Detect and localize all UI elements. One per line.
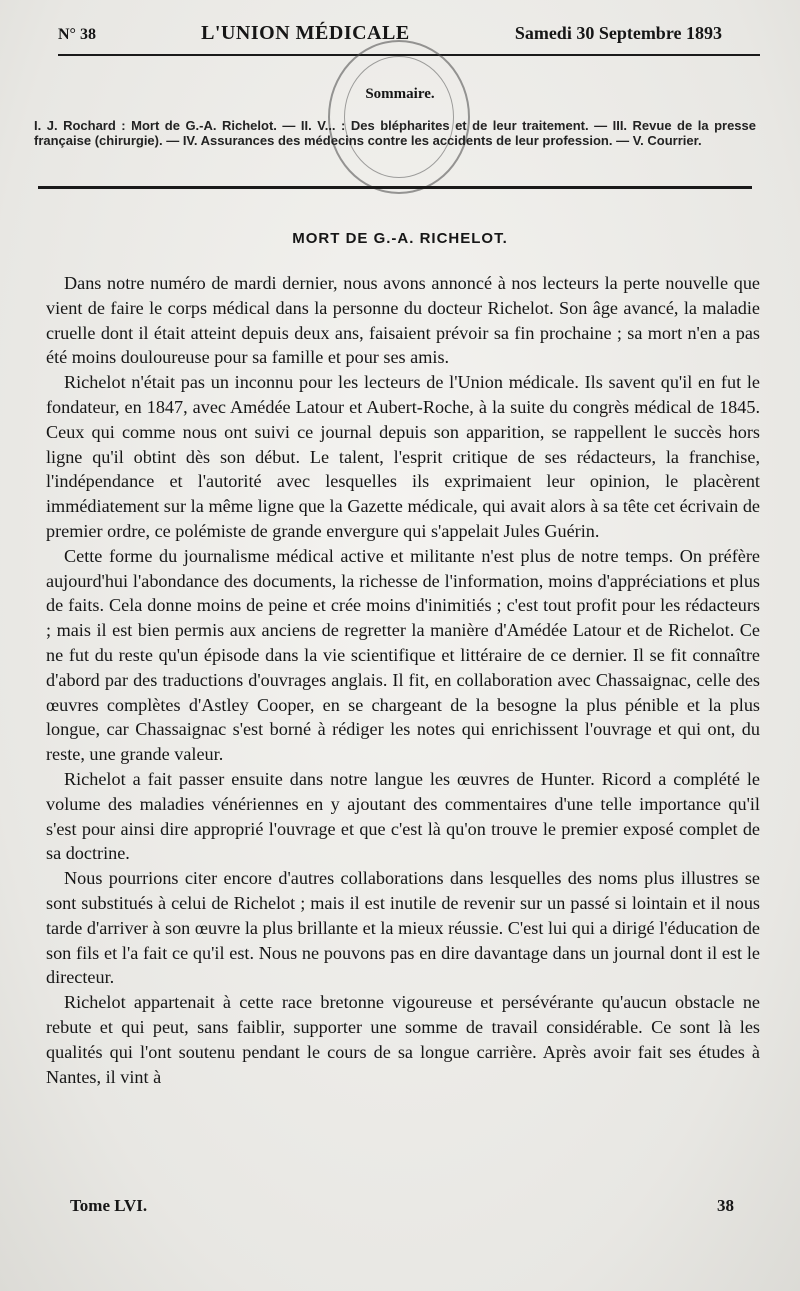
paragraph: Nous pourrions citer encore d'autres collaborations dans lesquelles des noms plus illustres se sont substitués à celui de Richelot ; mais il est inutile de revenir sur un passé si lointain et il nous tarde d'arriver à son œuvre la plus brillante et la mieux réussie. C'est lui qui a dirigé l'éducation de son fils et l'a fait ce qu'il est. Nous ne pouvons pas en dire davantage dans un journal dont il est le directeur. [46, 868, 760, 988]
issue-number: N° 38 [58, 26, 96, 43]
paragraph: Richelot appartenait à cette race bretonne vigoureuse et persévérante qu'aucun obstacle ne rebute et qui peut, sans faiblir, supporter une somme de travail considérable. Ce sont là les qualités qui l'ont soutenu pendant le cours de sa longue carrière. Après avoir fait ses études à Nantes, il vint à [46, 992, 760, 1087]
sommaire-heading: Sommaire. [365, 86, 435, 102]
article-title: MORT DE G.-A. RICHELOT. [292, 230, 508, 247]
volume-label: Tome LVI. [70, 1196, 148, 1215]
library-stamp [328, 40, 470, 194]
sommaire-rule [38, 186, 752, 189]
article-body [46, 271, 760, 1089]
issue-date: Samedi 30 Septembre 1893 [514, 23, 722, 43]
sommaire-text: I. J. Rochard : Mort de G.-A. Richelot. — II. V... : Des blépharites et de leur traitement. — III. Revue de la presse française (chirurgie). — IV. Assurances des médecins contre les accidents de leur profession. — V. Courrier. [34, 118, 756, 148]
journal-title: L'UNION MÉDICALE [201, 22, 410, 44]
paragraph: Richelot n'était pas un inconnu pour les lecteurs de l'Union médicale. Ils savent qu'il en fut le fondateur, en 1847, avec Amédée Latour et Aubert-Roche, à la suite du congrès médical de 1845. Ceux qui comme nous ont suivi ce journal depuis son apparition, se rappellent le succès hors ligne qu'il obtint dès son début. Le talent, l'esprit critique de ses rédacteurs, la franchise, l'indépendance et l'autorité avec lesquelles ils exprimaient leur opinion, le placèrent immédiatement sur la même ligne que la Gazette médicale, qui avait alors à sa tête cet écrivain de premier ordre, ce polémiste de grande envergure qui s'appelait Jules Guérin. [46, 372, 760, 541]
paragraph: Cette forme du journalisme médical active et militante n'est plus de notre temps. On préfère aujourd'hui l'abondance des documents, la richesse de l'information, moins d'appréciations et plus de faits. Cela donne moins de peine et crée moins d'inimitiés ; c'est tout profit pour les rédacteurs ; mais il est bien permis aux anciens de regretter la manière d'Amédée Latour et de Richelot. Ce ne fut du reste qu'un épisode dans la vie scientifique et littéraire de ce dernier. Il se fit connaître d'abord par des traductions d'ouvrages anglais. Il fit, en collaboration avec Chassaignac, celle des œuvres complètes d'Astley Cooper, en se chargeant de la besogne la plus pénible et la plus longue, car Chassaignac s'est borné à rédiger les notes qui enrichissent l'ouvrage et qui ont, du reste, une grande valeur. [46, 545, 760, 765]
page-footer [70, 1196, 734, 1216]
paragraph: Richelot a fait passer ensuite dans notre langue les œuvres de Hunter. Ricord a complété le volume des maladies vénériennes en y ajoutant des commentaires d'une telle importance qu'il s'est pour ainsi dire approprié l'ouvrage et que c'est là qu'on trouve le premier exposé complet de sa doctrine. [46, 768, 760, 864]
page-number: 38 [717, 1196, 734, 1215]
paragraph: Dans notre numéro de mardi dernier, nous avons annoncé à nos lecteurs la perte nouvelle que vient de faire le corps médical dans la personne du docteur Richelot. Son âge avancé, la maladie cruelle dont il était atteint depuis deux ans, faisaient prévoir sa fin prochaine ; sa mort n'en a pas été moins douloureuse pour sa famille et pour ses amis. [46, 273, 760, 368]
